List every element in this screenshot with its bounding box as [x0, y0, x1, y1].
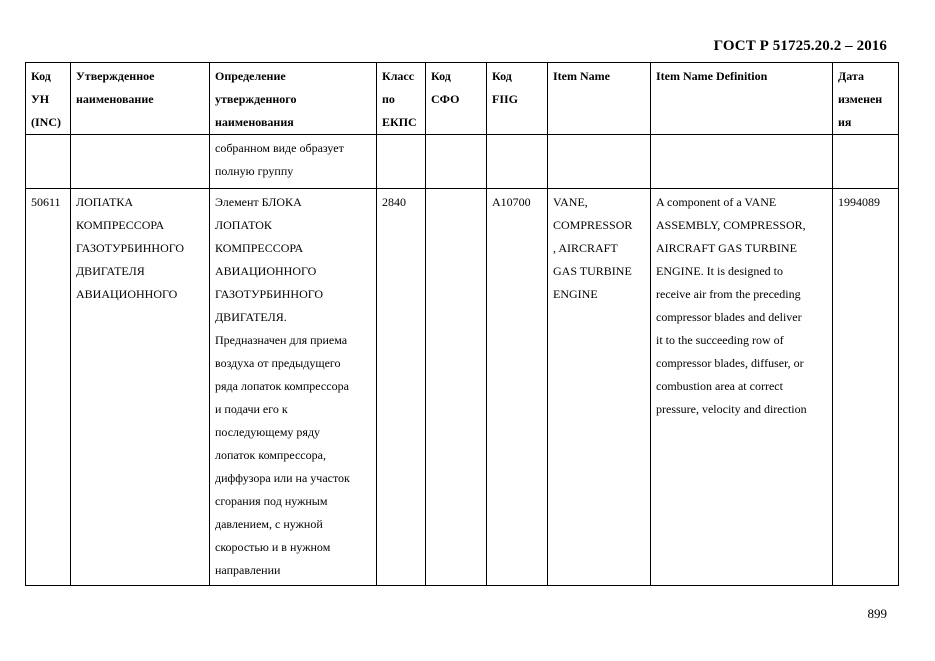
page-number: 899 [867, 606, 887, 621]
col-header-item-name-definition: Item Name Definition [651, 63, 833, 135]
table-row [26, 135, 899, 189]
table-cell: VANE, COMPRESSOR , AIRCRAFT GAS TURBINE ENGINE [548, 189, 651, 586]
col-header-sfo-code: Код СФО [426, 63, 487, 135]
table-cell [71, 135, 210, 189]
col-header-approved-name: Утвержденное наименование [71, 63, 210, 135]
table-cell [26, 135, 71, 189]
document-id: ГОСТ Р 51725.20.2 – 2016 [713, 38, 887, 54]
table-cell: 50611 [26, 189, 71, 586]
table-cell [377, 135, 426, 189]
table-header-row [26, 63, 899, 135]
table-cell: ЛОПАТКА КОМПРЕССОРА ГАЗОТУРБИННОГО ДВИГАТЕЛЯ АВИАЦИОННОГО [71, 189, 210, 586]
table-cell: A component of a VANE ASSEMBLY, COMPRESSOR, AIRCRAFT GAS TURBINE ENGINE. It is designed to receive air from the preceding compressor blades and deliver it to the succeeding row of compressor blades, diffuser, or combustion area at correct pressure, velocity and direction [651, 189, 833, 586]
col-header-item-name: Item Name [548, 63, 651, 135]
table-cell [651, 135, 833, 189]
col-header-ekps-class: Класс по ЕКПС [377, 63, 426, 135]
table-cell [833, 135, 899, 189]
col-header-inc-code: Код УН (INC) [26, 63, 71, 135]
item-registry-table [25, 62, 899, 586]
table-cell [426, 189, 487, 586]
col-header-change-date: Дата изменен ия [833, 63, 899, 135]
table-cell: собранном виде образует полную группу [210, 135, 377, 189]
table-row [26, 189, 899, 586]
table-cell [426, 135, 487, 189]
table-cell [548, 135, 651, 189]
col-header-name-definition: Определение утвержденного наименования [210, 63, 377, 135]
table-cell: Элемент БЛОКА ЛОПАТОК КОМПРЕССОРА АВИАЦИОННОГО ГАЗОТУРБИННОГО ДВИГАТЕЛЯ. Предназначен для приема воздуха от предыдущего ряда лопаток компрессора и подачи его к последующему ряду лопаток компрессора, диффузора или на участок сгорания под нужным давлением, с нужной скоростью и в нужном направлении [210, 189, 377, 586]
table-cell [487, 135, 548, 189]
table-cell: 1994089 [833, 189, 899, 586]
col-header-fiig-code: Код FIIG [487, 63, 548, 135]
table-cell: 2840 [377, 189, 426, 586]
table-cell: A10700 [487, 189, 548, 586]
